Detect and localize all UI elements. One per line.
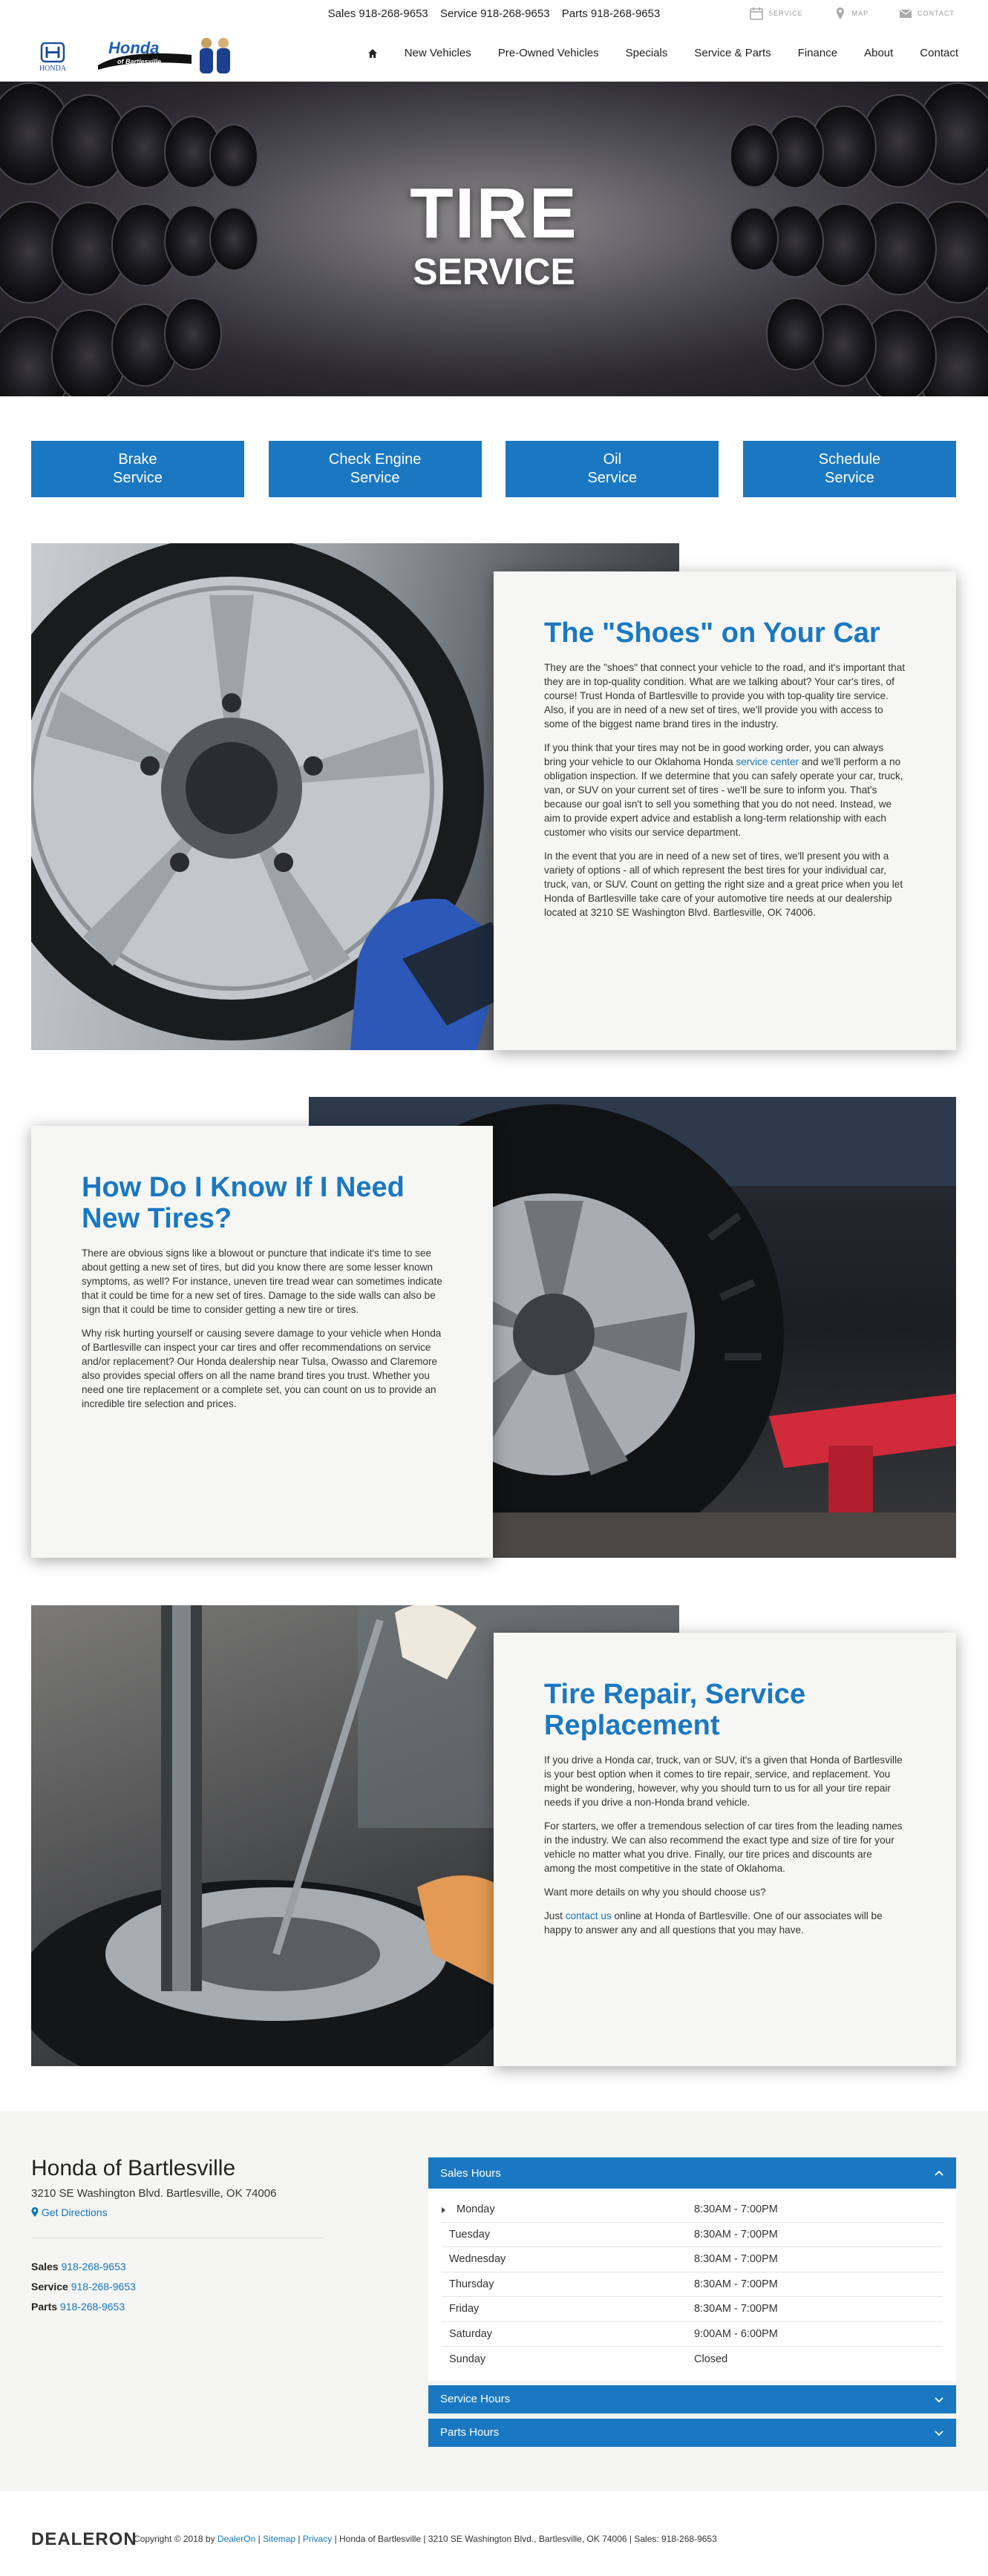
honda-logo[interactable] [30,42,76,72]
nav-about[interactable]: About [864,47,894,59]
dealer-footer [0,2111,988,2490]
chevron-up-icon [934,2168,944,2178]
nav-contact[interactable]: Contact [920,47,958,59]
dealeron-link[interactable]: DealerOn [217,2534,256,2544]
top-link-map[interactable]: MAP [833,6,869,21]
oil-service-button[interactable]: Oil Service [506,441,719,497]
sales-hours-header[interactable]: Sales Hours [428,2157,956,2189]
shoes-paragraph-2: If you think that your tires may not be in good working order, you can always bring your vehicle to our Oklahoma Honda service center and we'll perform a no obligation inspection. If we determine that you can safely operate your car, truck, van, or SUV on your current set of tires - we'll be sure to inform you. That's because our goal isn't to sell you something that you do not need. Instead, we aim to provide expert advice and establish a long-term relationship with each customer who visits our service department. [544,742,903,838]
hours-row: Sunday Closed [449,2353,728,2365]
dealer-address: 3210 SE Washington Blvd. Bartlesville, OK 74006 [31,2187,277,2200]
tire-repair-title: Tire Repair, Service Replacement [544,1679,806,1741]
need-new-tires-card [31,1126,493,1558]
top-parts-phone[interactable]: Parts 918-268-9653 [561,7,661,20]
nav-specials[interactable]: Specials [625,47,668,59]
check-engine-service-button[interactable]: Check Engine Service [269,441,482,497]
svg-text:Honda: Honda [108,39,160,57]
parts-hours-header[interactable]: Parts Hours [428,2419,956,2447]
map-marker-icon [31,2207,39,2217]
tire-repair-paragraph-4: Just contact us online at Honda of Bartlesville. One of our associates will be happy to answer any and all questions that you may have. [544,1910,883,1936]
dealer-name: Honda of Bartlesville [31,2156,236,2180]
calendar-icon [749,6,764,21]
hours-row: Saturday 9:00AM - 6:00PM [442,2322,943,2347]
get-directions-link[interactable]: Get Directions [31,2206,108,2218]
service-center-link[interactable]: service center [736,756,799,767]
svg-text:of Bartlesville: of Bartlesville [117,58,162,65]
need-new-tires-title: How Do I Know If I Need New Tires? [82,1172,405,1234]
tire-repair-paragraph-2: For starters, we offer a tremendous selection of car tires from the leading names in the industry. We can also recommend the exact type and size of tire for your vehicle no matter what you drive. Finally, our tire prices and discounts are among the most competitive in the state of Oklahoma. [544,1820,903,1874]
shoes-paragraph-3: In the event that you are in need of a new set of tires, we'll present you with a variety of options - all of which represent the best tires for your individual car, truck, van, or SUV. Count on getting the right size and a great price when you let Honda of Bartlesville take care of your automotive tire needs at our dealership located at 3210 SE Washington Blvd. Bartlesville, OK 74006. [544,851,903,918]
hero-title-line1: TIRE [410,174,578,253]
hours-row: Monday 8:30AM - 7:00PM [442,2198,943,2223]
map-pin-icon [833,6,848,21]
svg-text:HONDA: HONDA [39,65,67,72]
tire-repair-paragraph-3: Want more details on why you should choose us? [544,1887,766,1898]
hours-accordion [428,2157,956,2452]
top-service-phone[interactable]: Service 918-268-9653 [439,7,550,20]
tire-repair-paragraph-1: If you drive a Honda car, truck, van or SUV, it's a given that Honda of Bartlesville is your best option when it comes to tire repair, service, and replacement. You might be wondering, however, why you should turn to us for all your tire repair needs if you drive a non-Honda brand vehicle. [544,1754,903,1808]
top-sales-phone[interactable]: Sales 918-268-9653 [327,7,428,20]
home-icon[interactable] [367,48,378,59]
service-cta-buttons [31,441,956,497]
nav-finance[interactable]: Finance [797,47,838,59]
schedule-service-button[interactable]: Schedule Service [743,441,956,497]
footer-phones [31,2257,136,2317]
privacy-link[interactable]: Privacy [302,2534,333,2544]
top-utility-links [749,6,955,21]
main-nav-menu [367,47,958,59]
sitemap-link[interactable]: Sitemap [263,2534,296,2544]
dealer-logo[interactable] [95,34,236,77]
top-link-contact[interactable]: CONTACT [898,6,955,21]
copyright-text: Copyright © 2018 by DealerOn | Sitemap | Privacy | Honda of Bartlesville | 3210 SE Washington Blvd., Bartlesville, OK 74006 | Sales: 918-268-9653 [134,2534,717,2544]
nav-pre-owned-vehicles[interactable]: Pre-Owned Vehicles [497,47,599,59]
hero-title [0,174,988,294]
footer-parts-phone: Parts 918-268-9653 [31,2301,125,2313]
top-bar [0,0,988,30]
hours-row: Thursday 8:30AM - 7:00PM [442,2272,943,2298]
need-tires-paragraph-1: There are obvious signs like a blowout or puncture that indicate it's time to see about getting a new set of tires, but did you know there are some lesser known symptoms, as well? For instance, uneven tire tread wear can sometimes indicate that it could be time for a new set of tires. Damage to the side walls can also be sign that it could be time to consider getting a new tire or tires. [82,1248,442,1315]
hours-row: Wednesday 8:30AM - 7:00PM [442,2247,943,2272]
chevron-down-icon [934,2428,944,2438]
hours-row: Friday 8:30AM - 7:00PM [442,2297,943,2322]
footer-service-phone: Service 918-268-9653 [31,2281,136,2292]
tire-repair-card [494,1633,956,2066]
shoes-on-your-car-title: The "Shoes" on Your Car [544,617,880,649]
need-tires-paragraph-2: Why risk hurting yourself or causing severe damage to your vehicle when Honda of Bartlesville can inspect your car tires and offer recommendations on service and/or replacement? Our Honda dealership near Tulsa, Owasso and Claremore also provides special offers on all the name brand tires you trust. Whether you need one tire replacement or a complete set, you can count on us to provide an incredible tire selection and prices. [82,1328,442,1409]
contact-us-link[interactable]: contact us [565,1910,612,1921]
copyright-bar [0,2490,988,2576]
nav-new-vehicles[interactable]: New Vehicles [404,47,471,59]
hours-row: Tuesday 8:30AM - 7:00PM [442,2223,943,2248]
brake-service-button[interactable]: Brake Service [31,441,244,497]
sales-hours-table [428,2189,956,2381]
service-hours-header[interactable]: Service Hours [428,2385,956,2413]
top-link-service[interactable]: SERVICE [749,6,802,21]
chevron-down-icon [934,2394,944,2405]
dealeron-logo[interactable]: DEALERON [31,2529,137,2549]
nav-service-parts[interactable]: Service & Parts [694,47,771,59]
shoes-paragraph-1: They are the "shoes" that connect your vehicle to the road, and it's important that they are in top-quality condition. What are we talking about? Your car's tires, of course! Trust Honda of Bartlesville to provide you with top-quality tire service. Also, if you are in need of a new set of tires, we'll provide you with access to some of the biggest name brand tires in the industry. [544,662,906,730]
main-navbar [0,30,988,82]
envelope-icon [898,6,913,21]
shoes-on-your-car-card [494,571,956,1050]
footer-sales-phone: Sales 918-268-9653 [31,2261,126,2272]
hero-title-line2: SERVICE [413,251,575,292]
hero-banner [0,82,988,396]
